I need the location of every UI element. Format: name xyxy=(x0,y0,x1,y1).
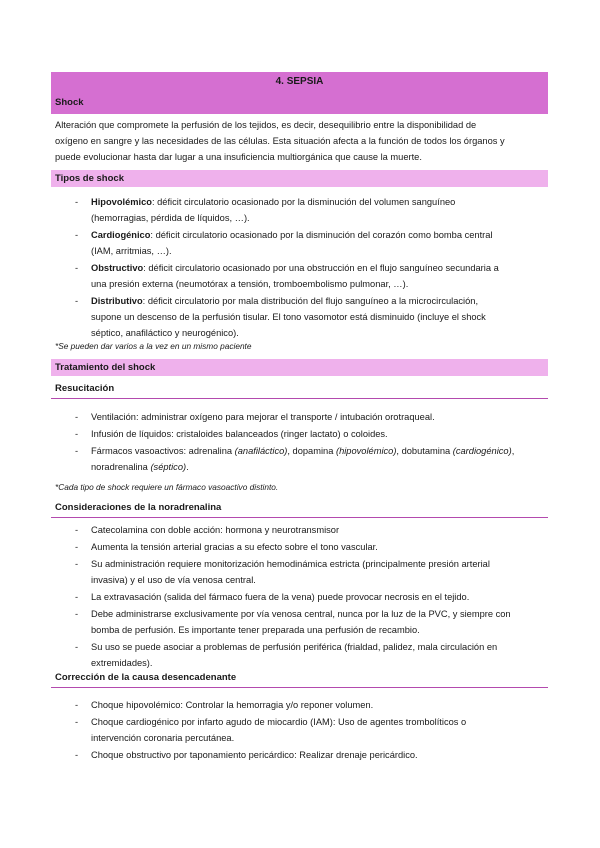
resucitacion-list xyxy=(75,409,546,475)
noradrenalina-list xyxy=(75,522,548,671)
list-item: - Su administración requiere monitorización hemodinámica estricta (principalmente presión arterial invasiva) y el uso de vía venosa central. xyxy=(75,559,490,585)
page-title: 4. SEPSIA xyxy=(51,72,548,92)
list-item: - Obstructivo: déficit circulatorio ocasionado por una obstrucción en el flujo sanguíneo secundaria a una presión externa (neumotórax a tensión, tromboembolismo pulmonar, …). xyxy=(75,263,499,289)
list-item: - Su uso se puede asociar a problemas de perfusión periférica (frialdad, palidez, mala circulación en extremidades). xyxy=(75,642,498,668)
list-item: - Distributivo: déficit circulatorio por mala distribución del flujo sanguíneo a la microcirculación, supone un descenso de la perfusión tisular. El tono vasomotor está disminuido (incluye el shock séptico, anafiláctico y neurogénico). xyxy=(75,296,486,338)
list-item: - Hipovolémico: déficit circulatorio ocasionado por la disminución del volumen sanguíneo (hemorragias, pérdida de líquidos, …). xyxy=(75,197,456,223)
list-item: - Debe administrarse exclusivamente por vía venosa central, nunca por la luz de la PVC, y siempre con bomba de perfusión. Es importante tener preparada una perfusión de recambio. xyxy=(75,609,511,635)
list-item: - Ventilación: administrar oxígeno para mejorar el transporte / intubación orotraqueal. xyxy=(75,412,435,422)
text-line: Alteración que compromete la perfusión de los tejidos, es decir, desequilibrio entre la disponibilidad de xyxy=(55,120,477,130)
subheading-correccion: Corrección de la causa desencadenante xyxy=(51,670,548,688)
list-item: - La extravasación (salida del fármaco fuera de la vena) puede provocar necrosis en el tejido. xyxy=(75,592,470,602)
list-item: - Choque obstructivo por taponamiento pericárdico: Realizar drenaje pericárdico. xyxy=(75,750,418,760)
correccion-list xyxy=(75,697,546,763)
subheading-resucitacion: Resucitación xyxy=(51,381,548,399)
list-item: - Aumenta la tensión arterial gracias a su efecto sobre el tono vascular. xyxy=(75,542,378,552)
resucitacion-note: *Cada tipo de shock requiere un fármaco vasoactivo distinto. xyxy=(55,482,279,492)
list-item: - Choque cardiogénico por infarto agudo de miocardio (IAM): Uso de agentes trombolíticos o intervención coronaria percutánea. xyxy=(75,717,467,743)
tipos-list xyxy=(75,194,546,341)
list-item: - Infusión de líquidos: cristaloides balanceados (ringer lactato) o coloides. xyxy=(75,429,388,439)
subheading-noradrenalina: Consideraciones de la noradrenalina xyxy=(51,500,548,518)
list-item: - Fármacos vasoactivos: adrenalina (anafiláctico), dopamina (hipovolémico), dobutamina (cardiogénico), noradrenalina (séptico). xyxy=(75,446,515,472)
text-line: puede evolucionar hasta dar lugar a una insuficiencia multiorgánica que cause la muerte. xyxy=(55,152,422,162)
text-line: oxígeno en sangre y las necesidades de las células. Esta situación afecta a la función de todos los órganos y xyxy=(55,136,505,146)
section-heading-shock: Shock xyxy=(51,92,548,114)
list-item: - Catecolamina con doble acción: hormona y neurotransmisor xyxy=(75,525,340,535)
shock-definition xyxy=(55,117,545,165)
tipos-note: *Se pueden dar varios a la vez en un mismo paciente xyxy=(55,341,252,351)
section-heading-tipos: Tipos de shock xyxy=(51,170,548,187)
list-item: - Cardiogénico: déficit circulatorio ocasionado por la disminución del corazón como bomba central (IAM, arritmias, …). xyxy=(75,230,493,256)
section-heading-tratamiento: Tratamiento del shock xyxy=(51,359,548,376)
list-item: - Choque hipovolémico: Controlar la hemorragia y/o reponer volumen. xyxy=(75,700,374,710)
